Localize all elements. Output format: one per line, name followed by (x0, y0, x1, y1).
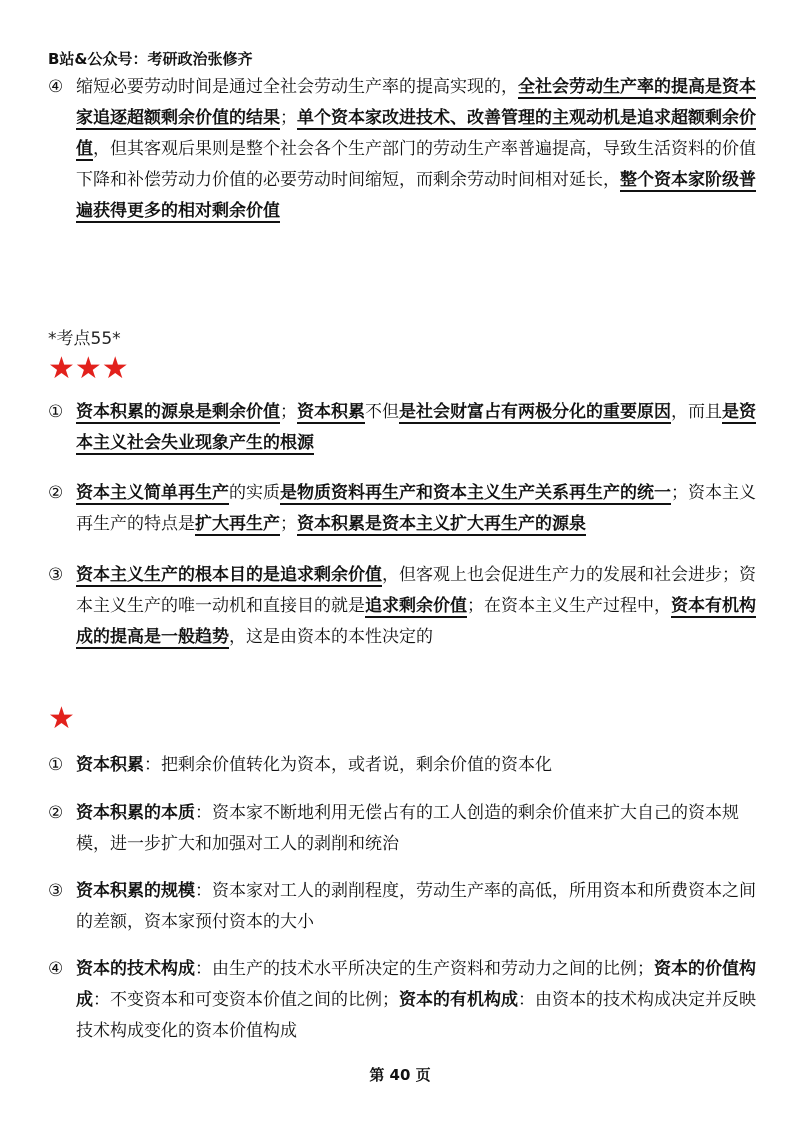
g2-item-4 (48, 954, 760, 1047)
term: 资本积累 (76, 755, 144, 775)
text: 唯一动机和直接目的就 (178, 596, 348, 616)
key-point: 是资本主义社会失业现象产生的根源 (76, 402, 756, 453)
g2-item-2 (48, 798, 760, 860)
text: 是 (348, 596, 365, 616)
text: 决定 (382, 627, 416, 647)
item-number: ① (48, 402, 64, 422)
text: ：由生产的技术水平所决定的生产资料和劳动力之间的比例； (195, 959, 654, 979)
item-number: ② (48, 483, 64, 503)
page-header: B站&公众号：考研政治张修齐 (48, 50, 253, 68)
term: 资本积累的规模 (76, 881, 195, 901)
text: 而且 (688, 402, 722, 422)
text: ，这是由资本的本性 (229, 627, 382, 647)
key-point: 资本积累 (297, 402, 365, 422)
key-point: 扩大再生产 (195, 514, 280, 534)
star-rating-1 (48, 701, 760, 736)
g1-item-3 (48, 560, 760, 653)
text: ，但客观上也会促进生产力的发展和社会进步；资本主义生产的 (76, 565, 756, 616)
text: ：资本家对工人的剥削程度，劳动生产率的高低，所用资本和所费资本之间的差额，资本家预付资本的大小 (76, 881, 756, 932)
key-point: 资本积累的源泉是剩余价值 (76, 402, 280, 422)
term: 资本的有机构成 (399, 990, 518, 1010)
key-point: 整个资本家阶级普遍获得更多的相对剩余价值 (76, 170, 756, 221)
key-point: 全社会劳动生产率的提高是资本家追逐超额剩余价值的结果 (76, 77, 756, 128)
text: 资本主义再生产的 (76, 483, 756, 534)
text: ； (280, 402, 297, 422)
key-point: 资本积累是资本主义扩大再生产的源泉 (297, 514, 586, 534)
text: ；在资本主义生产过程中， (467, 596, 671, 616)
text: 特点 (144, 514, 178, 534)
text: ； (280, 108, 297, 128)
item-number: ④ (48, 959, 64, 979)
star-rating-3 (48, 351, 760, 386)
star-icon: ★ (48, 701, 75, 736)
text: ：不变资本和可变资本价值之间的比例； (93, 990, 399, 1010)
g2-item-3 (48, 876, 760, 938)
text: 实质 (246, 483, 280, 503)
text: ，但其客观后果则是整个社会各个生产部门的劳动生产率普遍提高，导致生活资料的价值下降和补偿劳动力价值的必要劳动时间缩短，而剩余劳动时间相对延长， (76, 139, 756, 190)
term: 资本的价值构成 (76, 959, 756, 1010)
text: 的 (229, 483, 246, 503)
key-point: 是物质资料再生产和资本主义生产关系再生产的统一 (280, 483, 671, 503)
key-point: 资本主义简单再生产 (76, 483, 229, 503)
text: 不但 (365, 402, 399, 422)
item-number: ③ (48, 565, 64, 585)
text: ； (280, 514, 297, 534)
page-number: 第 40 页 (369, 1066, 431, 1084)
text: ：由资本的技术构成决定并反映技术构成变化的资本价值构成 (76, 990, 756, 1041)
key-point: 资本有机构成的提高是一般趋势 (76, 596, 756, 647)
item-number: ① (48, 755, 64, 775)
text: 是 (178, 514, 195, 534)
g2-item-1 (48, 750, 760, 781)
text: ：把剩余价值转化为资本，或者说，剩余价值的资本化 (144, 755, 552, 775)
key-point: 追求剩余价值 (365, 596, 467, 616)
key-point: 是社会财富占有两极分化的重要原因 (399, 402, 671, 422)
g1-item-2 (48, 478, 760, 540)
text: ：资本家不断地利用无偿占有的工人创造的剩余价值来扩大自己的资本规模，进一步扩大和加强对工人的剥削和统治 (76, 803, 739, 854)
key-point: 单个资本家改进技术、改善管理的主观动机是追求超额剩余价值 (76, 108, 756, 159)
term: 资本的技术构成 (76, 959, 195, 979)
term: 资本积累的本质 (76, 803, 195, 823)
text: ； (671, 483, 688, 503)
g1-item-1 (48, 397, 760, 459)
kaodian-label: *考点55* (48, 329, 121, 349)
item-number: ④ (48, 77, 64, 97)
text: ， (671, 402, 688, 422)
star-icon: ★★★ (48, 351, 129, 386)
text: 缩短必要劳动时间是通过全社会劳动生产率的提高实现的， (76, 77, 518, 97)
item-number: ② (48, 803, 64, 823)
paragraph-0 (48, 72, 760, 227)
item-number: ③ (48, 881, 64, 901)
text: 的 (416, 627, 433, 647)
key-point: 资本主义生产的根本目的是追求剩余价值 (76, 565, 382, 585)
